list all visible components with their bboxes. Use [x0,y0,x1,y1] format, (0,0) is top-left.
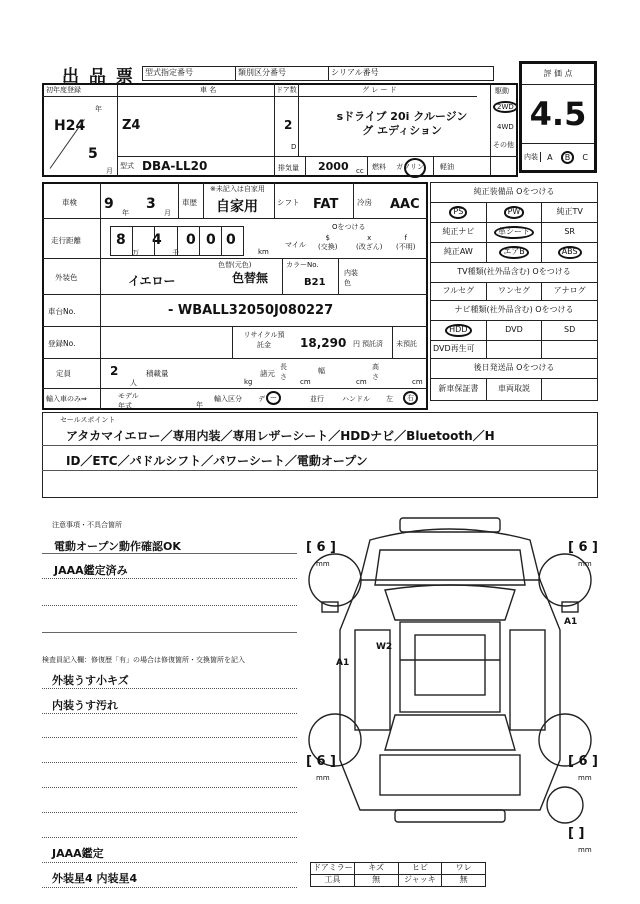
color-no-label: カラーNo. [286,261,319,269]
capacity-unit: 人 [130,379,137,387]
sales-label: セールスポイント [60,416,116,424]
equip-abs: ABS [542,243,598,263]
tire-rr-unit: mm [578,774,592,782]
tire-rl: [ 6 ] [306,754,336,769]
mileage-unknown: f (不明) [396,234,416,251]
model-label: 型式 [120,162,134,170]
height-label: 高さ [372,363,379,381]
header-codes [142,66,494,81]
tire-rl-unit: mm [316,774,330,782]
interior-c: C [582,152,588,162]
mileage-d3: 0 [186,232,196,248]
history-note: ※未記入は自家用 [210,185,265,193]
first-reg-month: 5 [88,146,98,162]
tv-fullseg: フルセグ [431,283,487,301]
mileage-d4: 0 [206,232,216,248]
mark-a1-right: A1 [564,617,578,627]
equip-tv: 純正TV [542,203,598,223]
sales-line2: ID／ETC／パドルシフト／パワーシート／電動オープン [66,454,368,468]
reg-no-label: 登録No. [48,339,76,348]
recycle-unit: 円 [353,340,360,348]
interior-label: 内装 [522,152,541,162]
tire-fr-unit: mm [578,560,592,568]
doors-label: ドア数 [276,86,297,94]
grade: sドライブ 20i クルージング エディション [336,110,468,137]
model-year-label: モデル年式 [118,392,139,410]
grade-score-box [520,62,596,172]
mileage-label: 走行距離 [51,236,81,245]
color: イエロー [128,274,176,288]
drive-4wd: 4WD [497,123,514,131]
chassis-label: 車台No. [48,307,76,316]
tire-fr: [ 6 ] [568,540,598,555]
history-label: 車歴 [182,198,197,207]
equipment-table [430,182,598,401]
shift: FAT [313,197,339,212]
caution-line-1: 電動オープン動作確認OK [54,540,181,553]
mileage-tamper: x (改ざん) [356,234,383,251]
first-reg-year: H24 [54,118,86,134]
bottom-line-2: 外装星4 内装星4 [52,872,138,885]
grade-score: 4.5 [529,95,587,133]
displacement-label: 排気量 [278,164,299,172]
recycle-unpaid: 未預託 [396,340,417,348]
acc-tools: 工具 [311,875,355,887]
width-unit: cm [356,378,367,386]
handle-left: 左 [386,395,393,403]
equip-leather: 革シート [486,223,542,243]
interior-color-label: 内装色 [344,269,358,287]
recycle-paid: 預託済 [362,340,383,348]
later-manual: 車両取説 [486,379,542,401]
doors-unit: D [291,143,297,151]
type-cert-label: 型式指定番号 [143,67,236,81]
later-warranty: 新車保証書 [431,379,487,401]
mark-a1-left: A1 [336,658,350,668]
year-unit: 年 [95,105,102,113]
width-label: 幅 [318,367,325,375]
load-label: 積載量 [146,369,169,378]
tire-fl: [ 6 ] [306,540,336,555]
car-name: Z4 [122,118,141,133]
mileage-exchange: $ (交換) [318,234,338,251]
mileage-mile: マイル [285,241,306,249]
interior-b: B [559,151,577,164]
sales-line1: アタカマイエロー／専用内装／専用レザーシート／HDDナビ／Bluetooth／H [66,429,495,443]
doors: 2 [284,118,293,132]
recycle-label: リサイクル預託金 [243,331,285,349]
tire-spare-unit: mm [578,846,592,854]
parallel: 並行 [310,395,324,403]
equip-pw: PW [486,203,542,223]
ac: AAC [390,197,420,212]
inspector-label: 検査員記入欄：修復歴「有」の場合は修復箇所・交換箇所を記入 [42,656,245,664]
shift-label: シフト [277,198,300,207]
drive-2wd: 2WD [493,101,518,113]
displacement: 2000 [318,160,349,173]
equip-ps: PS [431,203,487,223]
inspection-year-unit: 年 [122,209,129,217]
class-label: 類別区分番号 [236,67,329,81]
mileage-man: 万 [132,249,139,257]
car-name-label: 車 名 [200,86,217,94]
acc-header-crack: ヒビ [398,863,442,875]
tire-fl-unit: mm [316,560,330,568]
acc-jack-value: 無 [442,875,486,887]
accessories-table [310,862,486,887]
equip-airbag: エアB [486,243,542,263]
fuel-gasoline-circle [404,158,426,178]
equip-aw: 純正AW [431,243,487,263]
history: 自家用 [216,199,258,215]
mileage-mark-label: Oをつける [332,223,366,231]
tv-title: TV種類(社外品含む) Oをつける [431,263,598,283]
mileage-km: km [258,248,269,256]
color-label: 外装色 [55,273,78,282]
load-unit: kg [244,378,253,386]
handle-label: ハンドル [342,395,370,403]
equip-sr: SR [542,223,598,243]
interior-a: A [547,152,553,162]
model-year-unit: 年 [196,401,203,409]
mileage-d2: 4 [152,232,162,248]
inspection-month: 3 [146,196,156,212]
capacity-label: 定員 [56,369,71,378]
chassis: - WBALL32050J080227 [168,303,334,318]
page-title: 出 品 票 [62,67,135,87]
height-unit: cm [412,378,423,386]
tv-oneseg: ワンセグ [486,283,542,301]
mileage-sen: 千 [172,249,179,257]
equip-navi: 純正ナビ [431,223,487,243]
mark-w2: W2 [376,642,393,652]
import-dash: ー [266,391,281,405]
mileage-d5: 0 [226,232,236,248]
caution-label: 注意事項・不具合箇所 [52,521,122,529]
acc-header-scratch: キズ [354,863,398,875]
navi-title: ナビ種類(社外品含む) Oをつける [431,301,598,321]
repaint: 色替無 [232,271,269,285]
dimension-label: 諸元 [260,369,275,378]
fuel-gasoline: ガソリン [396,163,424,171]
import-label: 輸入車のみ⇒ [46,395,87,403]
mileage-d1: 8 [116,232,126,248]
month-unit: 月 [106,167,113,175]
inspection-month-unit: 月 [164,209,171,217]
later-title: 後日発送品 Oをつける [431,359,598,379]
navi-sd: SD [542,321,598,341]
inspection-year: 9 [104,196,114,212]
acc-tools-value: 無 [354,875,398,887]
car-diagram [300,510,600,870]
navi-hdd: HDD [431,321,487,341]
inspector-line-1: 外装うす小キズ [52,674,129,687]
bottom-line-1: JAAA鑑定 [52,847,104,860]
drive-label: 駆動 [495,87,509,95]
navi-dvd: DVD [486,321,542,341]
length-unit: cm [300,378,311,386]
model: DBA-LL20 [142,159,208,173]
acc-header-mirror: ドアミラー [311,863,355,875]
tv-analog: アナログ [542,283,598,301]
tire-rr: [ 6 ] [568,754,598,769]
capacity: 2 [110,364,119,378]
acc-header-break: ワレ [442,863,486,875]
grade-label: グ レ ー ド [362,86,397,94]
first-reg-label: 初年度登録 [46,86,81,94]
color-no: B21 [304,277,326,288]
import-class-label: 輸入区分 [214,395,242,403]
ac-label: 冷房 [357,198,372,207]
grade-score-label: 評 価 点 [522,64,594,85]
caution-line-2: JAAA鑑定済み [54,564,128,577]
displacement-unit: cc [356,167,364,175]
import-de: デ [258,395,265,403]
recycle: 18,290 [300,336,347,350]
genuine-title: 純正装備品 Oをつける [431,183,598,203]
serial-label: シリアル番号 [329,67,494,81]
fuel-diesel: 軽油 [440,163,454,171]
length-label: 長さ [280,363,287,381]
mileage-digit-boxes [110,226,244,256]
inspection-label: 車検 [62,198,77,207]
interior-grade [522,143,594,170]
drive-other: その他 [493,141,514,149]
fuel-label: 燃料 [372,163,386,171]
dvd-label: DVD再生可 [431,341,487,359]
acc-jack: ジャッキ [398,875,442,887]
tire-spare: [ ] [568,826,585,841]
repaint-label: 色替(元色) [218,261,252,269]
handle-right: 右 [403,391,418,405]
inspector-line-2: 内装うす汚れ [52,699,118,712]
